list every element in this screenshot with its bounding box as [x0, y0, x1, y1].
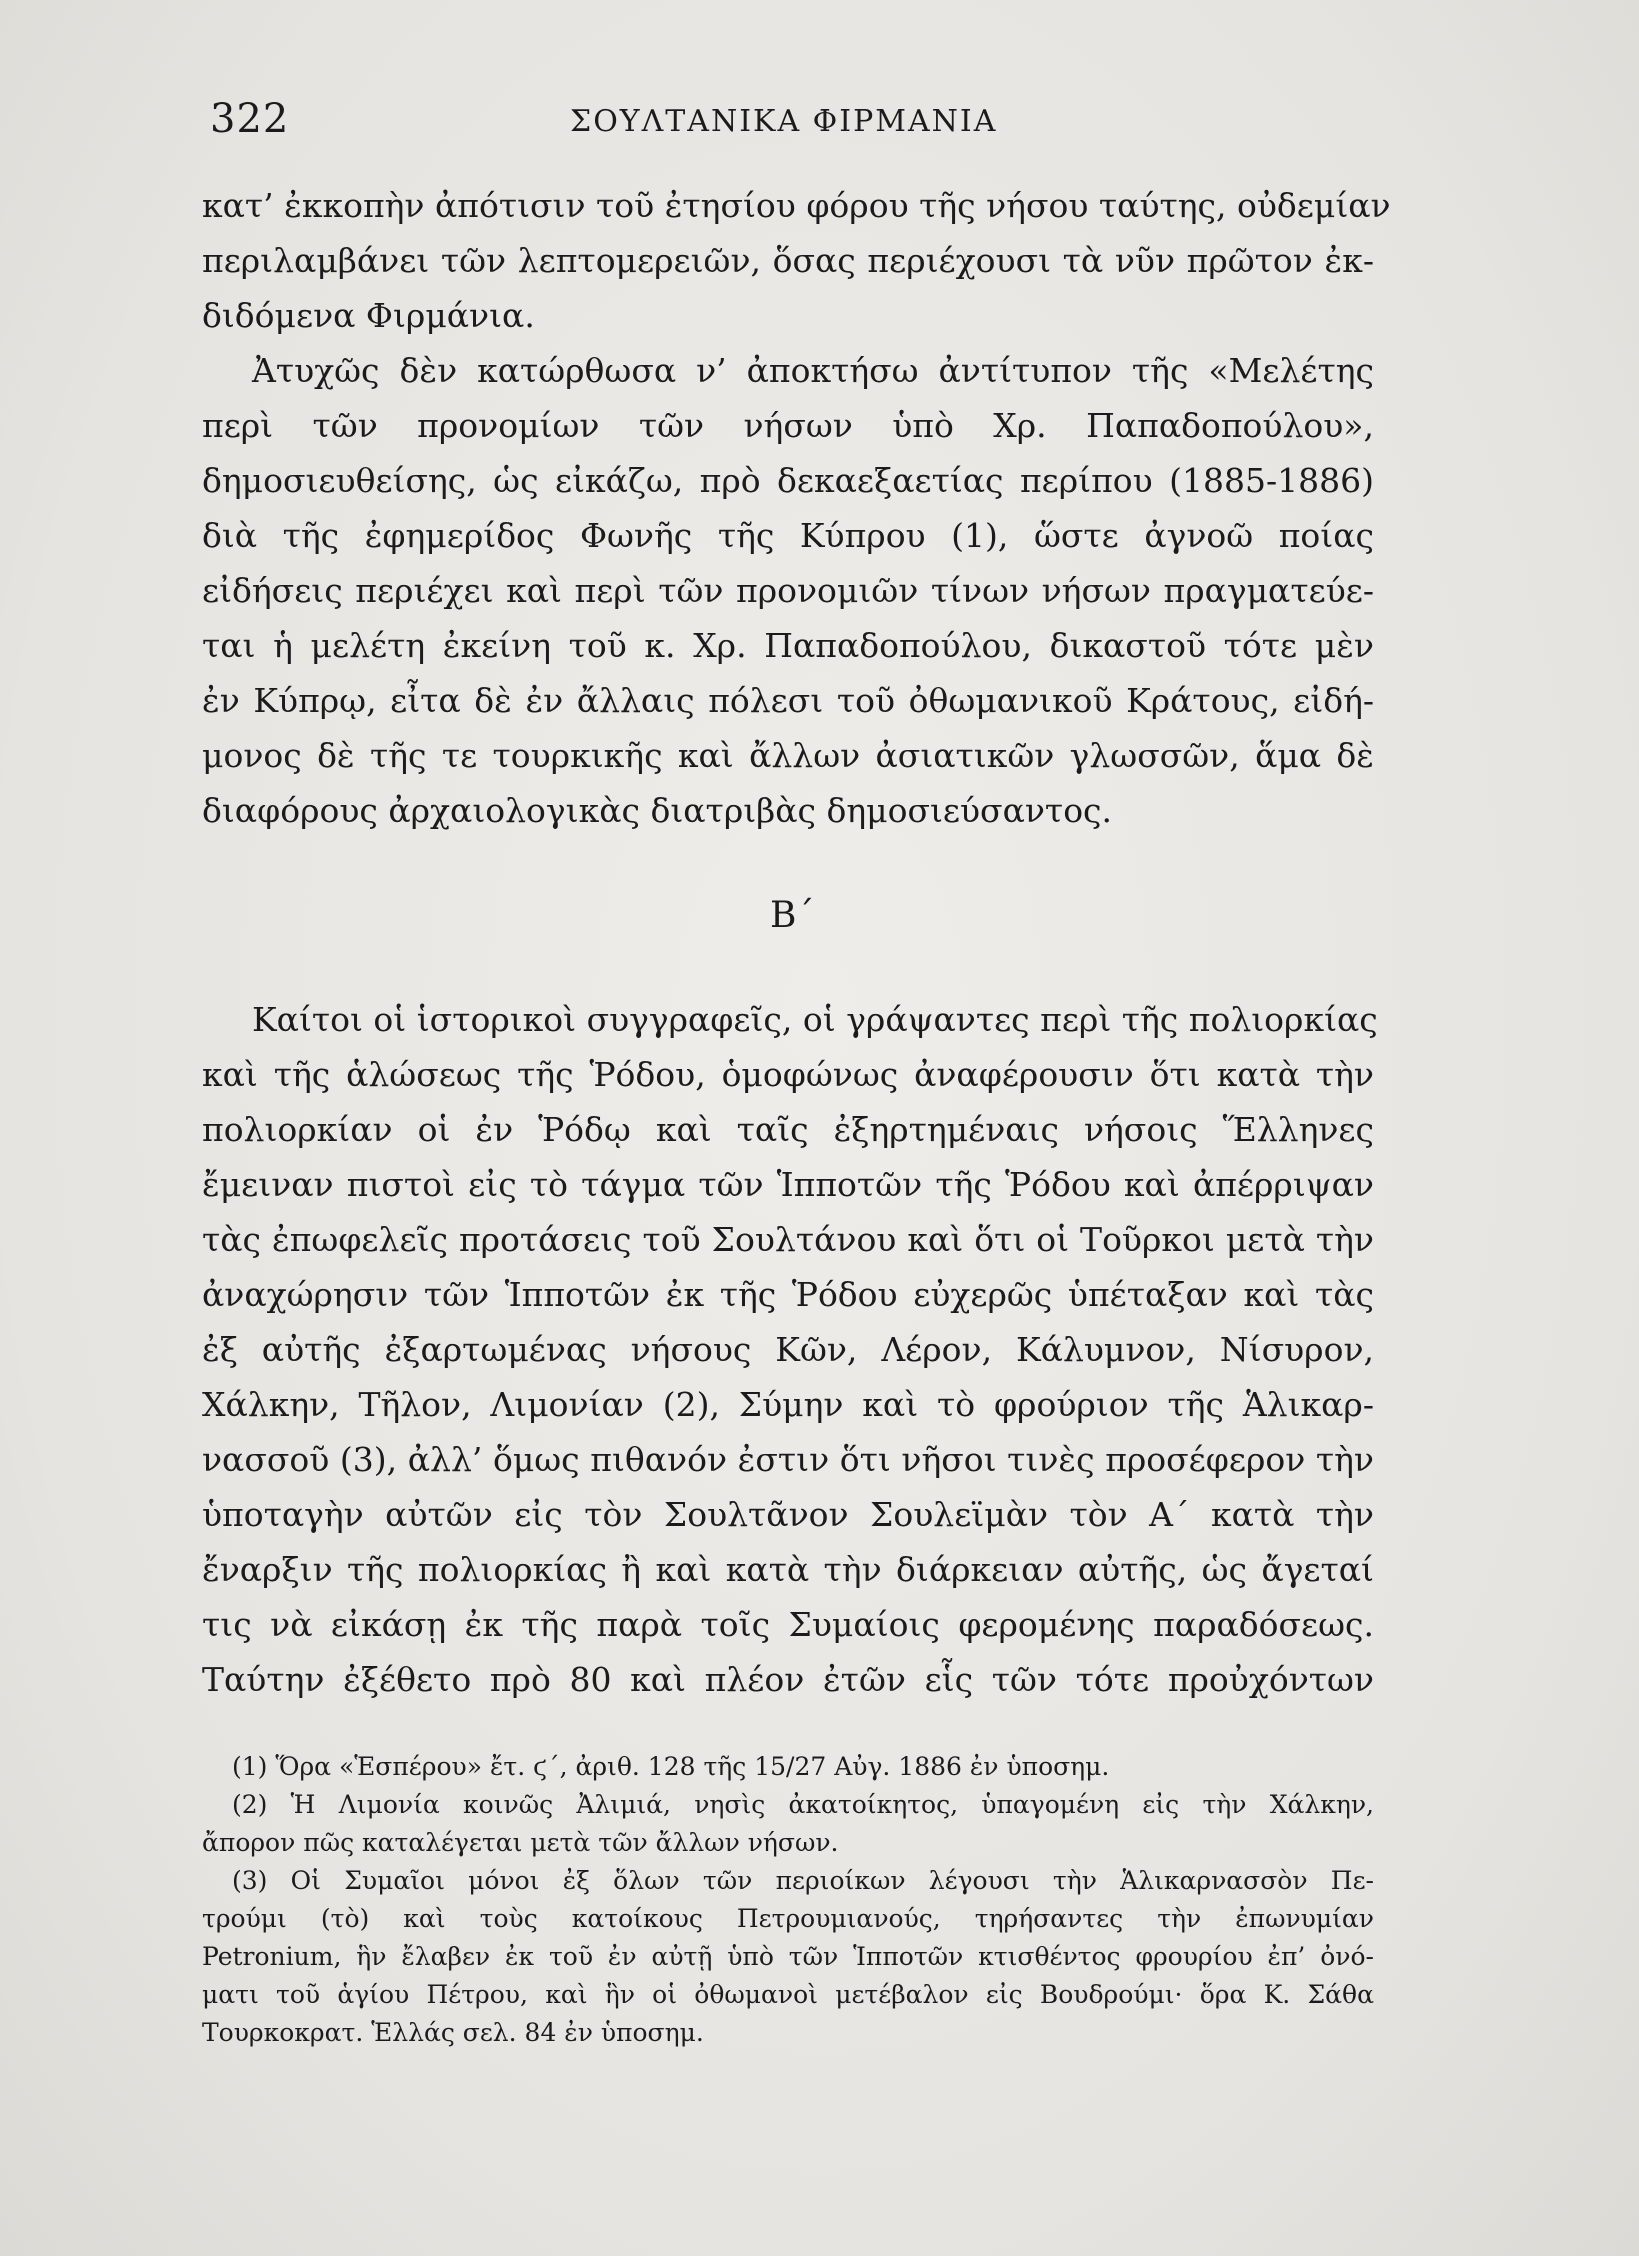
page-header [210, 96, 1370, 146]
page-number: 322 [210, 96, 290, 142]
text-line: Ἀτυχῶς δὲν κατώρθωσα ν’ ἀποκτήσω ἀντίτυπον τῆς «Μελέτης [252, 351, 1374, 390]
text-line: περὶ τῶν προνομίων τῶν νήσων ὑπὸ Χρ. Παπαδοπούλου», [202, 406, 1374, 445]
footnote-line: (3) Οἱ Συμαῖοι μόνοι ἐξ ὅλων τῶν περιοίκων λέγουσι τὴν Ἁλικαρνασσὸν Πε- [232, 1866, 1374, 1895]
text-line: Καίτοι οἱ ἱστορικοὶ συγγραφεῖς, οἱ γράψαντες περὶ τῆς πολιορκίας [252, 1000, 1378, 1039]
text-line: Ταύτην ἐξέθετο πρὸ 80 καὶ πλέον ἐτῶν εἷς τῶν τότε προὐχόντων [202, 1660, 1374, 1699]
text-line: διὰ τῆς ἐφημερίδος Φωνῆς τῆς Κύπρου (1), ὥστε ἀγνοῶ ποίας [202, 516, 1374, 555]
text-line: ὑποταγὴν αὐτῶν εἰς τὸν Σουλτᾶνον Σουλεϊμὰν τὸν Α΄ κατὰ τὴν [202, 1495, 1374, 1534]
text-line: ἔναρξιν τῆς πολιορκίας ἢ καὶ κατὰ τὴν διάρκειαν αὐτῆς, ὡς ἄγεταί [202, 1550, 1374, 1589]
text-line: ἐξ αὐτῆς ἐξαρτωμένας νήσους Κῶν, Λέρον, Κάλυμνον, Νίσυρον, [202, 1330, 1374, 1369]
text-line: νασσοῦ (3), ἀλλ’ ὅμως πιθανόν ἐστιν ὅτι νῆσοι τινὲς προσέφερον τὴν [202, 1440, 1374, 1479]
text-line: περιλαμβάνει τῶν λεπτομερειῶν, ὅσας περιέχουσι τὰ νῦν πρῶτον ἐκ- [202, 241, 1374, 280]
text-line: τὰς ἐπωφελεῖς προτάσεις τοῦ Σουλτάνου καὶ ὅτι οἱ Τοῦρκοι μετὰ τὴν [202, 1220, 1374, 1259]
footnote-line: (1) Ὅρα «Ἑσπέρου» ἔτ. ϛ΄, ἀριθ. 128 τῆς 15/27 Αὐγ. 1886 ἐν ὑποσημ. [232, 1752, 1110, 1781]
footnote-line: Petronium, ἣν ἔλαβεν ἐκ τοῦ ἐν αὐτῇ ὑπὸ τῶν Ἱπποτῶν κτισθέντος φρουρίου ἐπ’ ὀνό- [202, 1942, 1374, 1971]
footnotes [202, 1748, 1374, 2052]
text-line: καὶ τῆς ἁλώσεως τῆς Ῥόδου, ὁμοφώνως ἀναφέρουσιν ὅτι κατὰ τὴν [202, 1055, 1374, 1094]
footnote-line: Τουρκοκρατ. Ἑλλάς σελ. 84 ἐν ὑποσημ. [202, 2018, 704, 2047]
text-block-upper [202, 178, 1391, 838]
text-line: πολιορκίαν οἱ ἐν Ῥόδῳ καὶ ταῖς ἐξηρτημέναις νήσοις Ἕλληνες [202, 1110, 1374, 1149]
text-block-lower [202, 992, 1378, 1707]
footnote-line: ματι τοῦ ἁγίου Πέτρου, καὶ ἣν οἱ ὀθωμανοὶ μετέβαλον εἰς Βουδρούμι· ὅρα Κ. Σάθα [202, 1980, 1374, 2009]
text-line: μονος δὲ τῆς τε τουρκικῆς καὶ ἄλλων ἀσιατικῶν γλωσσῶν, ἅμα δὲ [202, 736, 1374, 775]
text-line: διαφόρους ἀρχαιολογικὰς διατριβὰς δημοσιεύσαντος. [202, 791, 1113, 830]
text-line: τις νὰ εἰκάσῃ ἐκ τῆς παρὰ τοῖς Συμαίοις φερομένης παραδόσεως. [202, 1605, 1374, 1644]
running-title: ΣΟΥΛΤΑΝΙΚΑ ΦΙΡΜΑΝΙΑ [570, 104, 998, 139]
footnote-line: (2) Ἡ Λιμονία κοινῶς Ἀλιμιά, νησὶς ἀκατοίκητος, ὑπαγομένη εἰς τὴν Χάλκην, [232, 1790, 1374, 1819]
footnote-line: τρούμι (τὸ) καὶ τοὺς κατοίκους Πετρουμιανούς, τηρήσαντες τὴν ἐπωνυμίαν [202, 1904, 1374, 1933]
text-line: ἀναχώρησιν τῶν Ἱπποτῶν ἐκ τῆς Ῥόδου εὐχερῶς ὑπέταξαν καὶ τὰς [202, 1275, 1374, 1314]
text-line: διδόμενα Φιρμάνια. [202, 296, 535, 335]
text-line: ἐν Κύπρῳ, εἶτα δὲ ἐν ἄλλαις πόλεσι τοῦ ὀθωμανικοῦ Κράτους, εἰδή- [202, 681, 1374, 720]
text-line: Χάλκην, Τῆλον, Λιμονίαν (2), Σύμην καὶ τὸ φρούριον τῆς Ἁλικαρ- [202, 1385, 1374, 1424]
footnote-line: ἄπορον πῶς καταλέγεται μετὰ τῶν ἄλλων νήσων. [202, 1828, 839, 1857]
text-line: εἰδήσεις περιέχει καὶ περὶ τῶν προνομιῶν τίνων νήσων πραγματεύε- [202, 571, 1374, 610]
text-line: δημοσιευθείσης, ὡς εἰκάζω, πρὸ δεκαεξαετίας περίπου (1885-1886) [202, 461, 1374, 500]
text-line: κατ’ ἐκκοπὴν ἀπότισιν τοῦ ἐτησίου φόρου τῆς νήσου ταύτης, οὐδεμίαν [202, 186, 1391, 225]
text-line: ἔμειναν πιστοὶ εἰς τὸ τάγμα τῶν Ἱπποτῶν τῆς Ῥόδου καὶ ἀπέρριψαν [202, 1165, 1374, 1204]
text-line: ται ἡ μελέτη ἐκείνη τοῦ κ. Χρ. Παπαδοπούλου, δικαστοῦ τότε μὲν [202, 626, 1374, 665]
section-heading: Β΄ [770, 895, 815, 936]
